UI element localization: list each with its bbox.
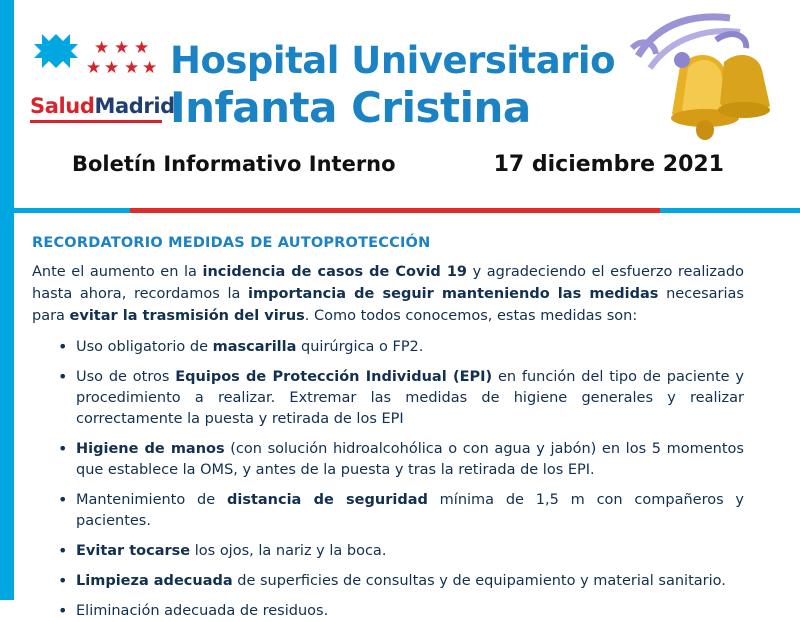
plain-text: los ojos, la nariz y la boca. [190, 543, 387, 559]
emphasis-text: evitar la trasmisión del virus [69, 308, 305, 324]
plain-text: de superficies de consultas y de equipamiento y material sanitario. [232, 573, 726, 589]
plain-text: (con solución hidroalcohólica o con agua y jabón) en los 5 momentos que establece la OMS, y antes de la puesta y tras la retirada de los EPI. [76, 441, 744, 478]
bulletin-subtitle-row [0, 152, 800, 194]
emphasis-text: importancia de seguir manteniendo las medidas [248, 286, 659, 302]
logo-underline [30, 120, 162, 123]
emphasis-text: Evitar tocarse [76, 543, 191, 559]
list-item [58, 571, 744, 592]
bulletin-title: Boletín Informativo Interno [72, 152, 396, 176]
saludmadrid-logo [30, 32, 175, 137]
logo-word-madrid: Madrid [94, 94, 175, 118]
list-item [58, 541, 744, 562]
bulletin-date: 17 diciembre 2021 [493, 152, 724, 177]
page-title [170, 38, 615, 133]
list-item [58, 337, 744, 358]
plain-text: mínima de 1,5 m con compañeros y pacientes. [76, 492, 745, 529]
emphasis-text: incidencia de casos de Covid 19 [202, 264, 468, 280]
plain-text: Ante el aumento en la [32, 264, 203, 280]
emphasis-text: Equipos de Protección Individual (EPI) [175, 369, 493, 385]
hospital-title-line1: Hospital Universitario [170, 39, 616, 82]
seven-stars-icon: ★ ★ ★ ★ ★ ★ ★ [86, 38, 158, 78]
madrid-flag-icon [30, 32, 82, 82]
plain-text: necesarias para [32, 286, 744, 324]
intro-paragraph [32, 261, 744, 327]
measures-list [32, 337, 744, 622]
list-item [58, 367, 744, 430]
emphasis-text: mascarilla [212, 339, 297, 355]
plain-text: quirúrgica o FP2. [296, 339, 424, 355]
hospital-title-line2: Infanta Cristina [170, 83, 531, 132]
christmas-bells-icon [620, 10, 770, 145]
logo-wordmark [30, 94, 175, 118]
plain-text: Uso de otros [76, 369, 176, 385]
document-header [0, 0, 800, 148]
plain-text: en función del tipo de paciente y procedimiento a realizar. Extremar las medidas de higiene generales y realizar correctamente la puesta y retirada de los EPI [76, 369, 744, 427]
plain-text: Mantenimiento de [76, 492, 227, 508]
list-item [58, 601, 744, 622]
plain-text: y agradeciendo el esfuerzo realizado hasta ahora, recordamos la [32, 264, 744, 302]
plain-text: Uso obligatorio de [76, 339, 213, 355]
plain-text: . Como todos conocemos, estas medidas son: [304, 308, 638, 324]
document-body [0, 213, 800, 622]
emphasis-text: Limpieza adecuada [76, 573, 233, 589]
logo-word-salud: Salud [30, 94, 95, 118]
emphasis-text: Higiene de manos [76, 441, 225, 457]
section-heading: RECORDATORIO MEDIDAS DE AUTOPROTECCIÓN [32, 235, 431, 251]
plain-text: Eliminación adecuada de residuos. [76, 603, 329, 619]
emphasis-text: distancia de seguridad [226, 492, 428, 508]
list-item [58, 490, 744, 532]
list-item [58, 439, 744, 481]
